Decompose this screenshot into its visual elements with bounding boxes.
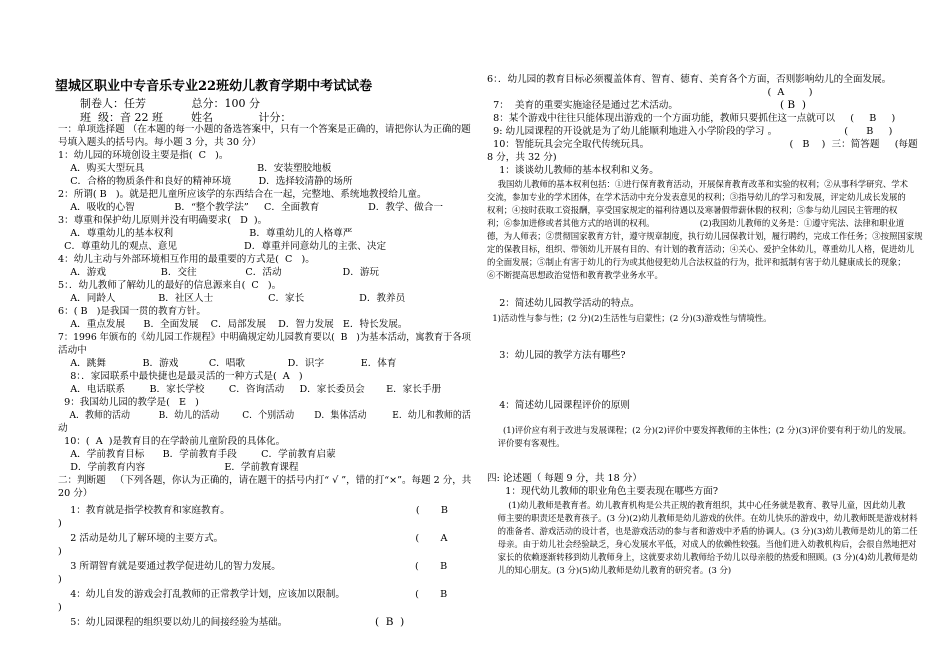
answer-mark: ( B ) (780, 99, 806, 111)
judgement-line: 2 活动是幼儿了解环境的主要方式。 ( A (58, 533, 448, 544)
text-line: 动 (58, 423, 68, 434)
question-line: 7：1996 年颁布的《幼儿园工作规程》中明确规定幼儿园教育要以( B )为基本活动，寓教育于各项 (58, 332, 471, 343)
option-line: A．尊重幼儿的基本权利 B．尊重幼儿的人格尊严 (58, 228, 353, 239)
question-line: 1：谈谈幼儿教师的基本权利和义务。 (487, 165, 659, 176)
question-line: 3：尊重和保护幼儿原则并没有明确要求( D )。 (58, 215, 268, 226)
option-line: A．学前教育目标 B．学前教育手段 C．学前教育启蒙 (58, 449, 336, 460)
question-line: 10：( A )是教育目的在学龄前儿童阶段的具体化。 (58, 436, 286, 447)
question-line: 1：现代幼儿教师的职业角色主要表现在哪些方面? (487, 486, 719, 497)
section-heading: 四: 论述题（ 每题 9 分，共 18 分） (487, 473, 642, 484)
answer-line: 母亲。由于幼儿社会经验缺乏，身心发展水平低，对成人的依赖性较强。当他们进入幼教机构后，会很自然地把对 (487, 539, 917, 549)
judgement-line: 1：教育就是指学校教育和家庭教育。 ( B (58, 505, 448, 516)
text-line: 活动中 (58, 345, 87, 356)
answer-line: (1)评价应有利于改进与发展课程；(2 分)(2)评价中要发挥教师的主体性；(2 分)(3)评价要有利于幼儿的发展。 (487, 425, 911, 435)
option-line: D．学前教育内容 E．学前教育课程 (58, 462, 299, 473)
judgement-line: 3 所谓智育就是要通过教学促进幼儿的智力发展。 ( B (58, 561, 448, 572)
answer-line: 交流，参加专业的学术团体，在学术活动中充分发表意见的权利；③指导幼儿的学习和发展，评定幼儿成长发展的 (487, 192, 906, 202)
question-line: 5：．幼儿教师了解幼儿的最好的信息源来自( C )。 (58, 280, 282, 291)
answer-line: 我国幼儿教师的基本权利包括：①进行保育教育活动，开展保育教育改革和实验的权利；②从事科学研究、学术 (487, 179, 909, 189)
answer-line: (1)幼儿教师是教育者。幼儿教育机构是公共正规的教育组织，其中心任务就是教育、教导儿童，因此幼儿教 (487, 500, 906, 510)
section-heading: 一：单项选择题 （在本题的每一小题的备选答案中，只有一个答案是正确的，请把你认为正确的题 (58, 124, 471, 135)
exam-info-line: 班 级：音 22 班 姓名 计分： (80, 111, 292, 124)
answer-line: 的全面发展；⑤制止有害于幼儿的行为或其他侵犯幼儿合法权益的行为，批评和抵制有害于幼儿健康成长的现象； (487, 257, 906, 267)
exam-info-line: 制卷人：任芳 总分：100 分 (80, 97, 260, 110)
question-line: 3：幼儿园的教学方法有哪些? (487, 350, 626, 361)
option-line: A．重点发展 B．全面发展 C．局部发展 D．智力发展 E．特长发展。 (58, 319, 408, 330)
judgement-line: 6：．幼儿园的教育目标必须覆盖体育、智育、德育、美育各个方面，否则影响幼儿的全面发展。 (487, 74, 892, 85)
text-line: ) (58, 602, 62, 613)
answer-line: 师主要的职责还是教育孩子。(3 分)(2)幼儿教师是幼儿游戏的伙伴。在幼儿快乐的游戏中，幼儿教师既是游戏材料 (487, 513, 918, 523)
section-heading: 二：判断题 （下列各题，你认为正确的，请在题干的括号内打“ √ ”，错的打“×”。每题 2 分，共 (58, 475, 472, 486)
question-line: 9：我国幼儿园的教学是( E ) (58, 397, 199, 408)
answer-line: 德，为人师表；②贯彻国家教育方针，遵守规章制度，执行幼儿园保教计划，履行聘约，完成工作任务；③按照国家规 (487, 231, 923, 241)
answer-line: 儿的知心朋友。(3 分)(5)幼儿教师是幼儿教育的研究者。(3 分) (487, 565, 732, 575)
answer-line: 家长的依赖逐渐转移到幼儿教师身上，这就要求幼儿教师给予幼儿以母亲般的热爱和照顾。(3 分)(4)幼儿教师是幼 (487, 552, 918, 562)
question-line: 6：( B )是我国一贯的教育方针。 (58, 306, 206, 317)
text-line: 8 分，共 32 分) (487, 152, 557, 163)
answer-line: 定的保教目标，组织、带领幼儿开展有目的、有计划的教育活动；④关心、爱护全体幼儿，尊重幼儿人格，促进幼儿 (487, 244, 915, 254)
answer-line: ⑥不断提高思想政治觉悟和教育教学业务水平。 (487, 270, 663, 280)
answer-line: 权利；④按时获取工资报酬，享受国家规定的福利待遇以及寒暑假带薪休假的权利；⑤参与幼儿园民主管理的权 (487, 205, 898, 215)
option-line: C．合格的物质条件和良好的精神环境 D．选择较清静的场所 (58, 176, 353, 187)
option-line: A．跳舞 B．游戏 C．唱歌 D．识字 E．体育 (58, 358, 397, 369)
option-line: A．游戏 B．交往 C．活动 D．游玩 (58, 267, 380, 278)
text-line: 号填入题头的括号内。每小题 3 分，共 30 分） (58, 137, 262, 148)
judgement-line: 9: 幼儿园课程的开设就是为了幼儿能顺利地进入小学阶段的学习 。 ( B ) (487, 126, 893, 137)
question-line: 2：所谓( B )。就是把儿童所应该学的东西结合在一起，完整地、系统地教授给儿童。 (58, 189, 427, 200)
text-line: 20 分） (58, 488, 93, 499)
judgement-line: 7： 美育的重要实施途径是通过艺术活动。 (487, 100, 678, 111)
judgement-line: 4：幼儿自发的游戏会打乱教师的正常教学计划，应该加以限制。 ( B (58, 589, 448, 600)
answer-line: 的准备者、游戏活动的设计者，也是游戏活动的参与者和游戏中矛盾的协调人。(3 分)(3)幼儿教师是幼儿的第二任 (487, 526, 918, 536)
text-line: ( A ) (487, 87, 813, 98)
option-line: A．购买大型玩具 B．安装塑胶地板 (58, 163, 332, 174)
question-line: 4：简述幼儿园课程评价的原则 (487, 400, 631, 411)
option-line: C．尊重幼儿的观点、意见 D．尊重并同意幼儿的主张、决定 (58, 241, 387, 252)
option-line: A．吸收的心智 B．“整个教学法” C．全面教育 D．教学、做合一 (58, 202, 443, 213)
judgement-line: 5：幼儿园课程的组织要以幼儿的间接经验为基础。 (58, 617, 288, 628)
judgement-line: 10：智能玩具会完全取代传统玩具。 ( B ) 三：简答题 (每题 (487, 139, 918, 150)
question-line: 2：简述幼儿园教学活动的特点。 (487, 298, 640, 309)
option-line: A．同龄人 B．社区人士 C．家长 D．教养员 (58, 293, 406, 304)
text-line: ) (58, 546, 62, 557)
answer-line: 利；⑥参加进修或者其他方式的培训的权利。 (2)我国幼儿教师的义务是：①遵守宪法、法律和职业道 (487, 218, 905, 228)
answer-line: 评价要有客观性。 (487, 438, 565, 448)
judgement-line: 8：某个游戏中往往只能体现出游戏的一个方面功能，教师只要抓住这一点就可以 ( B ) (487, 113, 896, 124)
question-line: 8：．家园联系中最快捷也是最灵活的一种方式是( A ) (58, 371, 303, 382)
exam-title: 望城区职业中专音乐专业22班幼儿教育学期中考试试卷 (55, 79, 373, 94)
answer-mark: ( B ) (375, 616, 405, 628)
answer-line: 1)活动性与参与性；(2 分)(2)生活性与启蒙性；(2 分)(3)游戏性与情境性。 (487, 313, 772, 323)
question-line: 1：幼儿园的环境创设主要是指( C )。 (58, 150, 229, 161)
text-line: ) (58, 518, 62, 529)
question-line: 4：幼儿主动与外部环境相互作用的最重要的方式是( C )。 (58, 254, 315, 265)
option-line: A．电话联系 B．家长学校 C．咨询活动 D．家长委员会 E．家长手册 (58, 384, 442, 395)
text-line: ) (58, 574, 62, 585)
option-line: A．教师的活动 B．幼儿的活动 C．个别活动 D．集体活动 E．幼儿和教师的活 (58, 410, 471, 421)
